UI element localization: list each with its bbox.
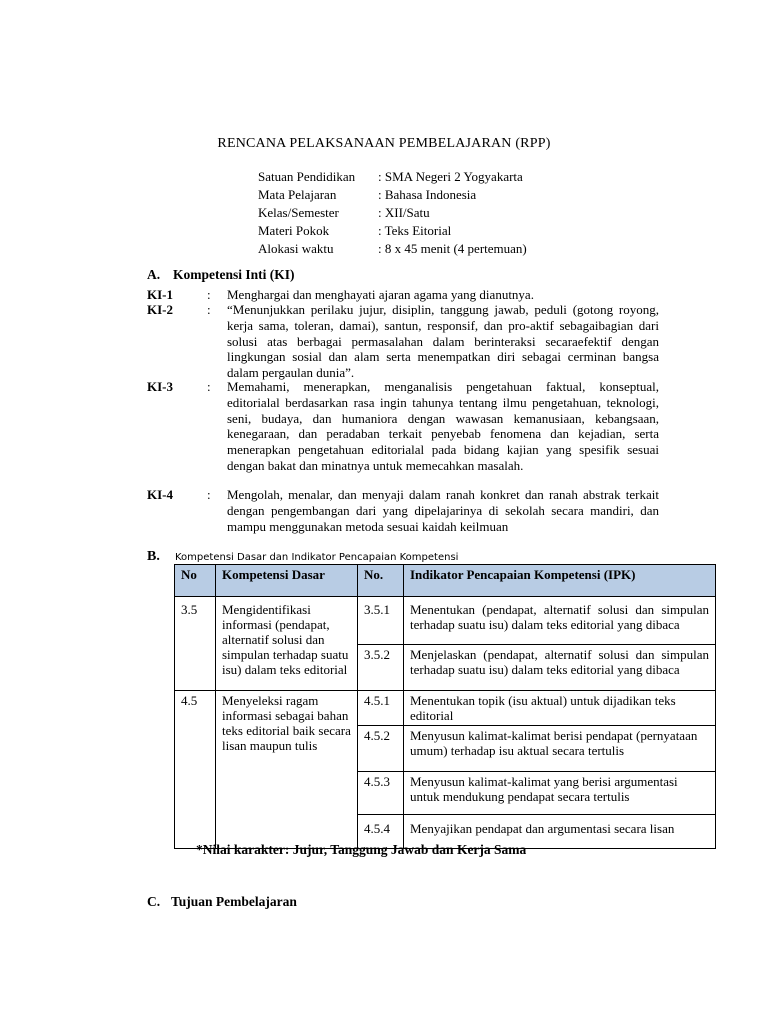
identity-block bbox=[258, 168, 527, 258]
header-kompetensi-dasar: Kompetensi Dasar bbox=[216, 565, 358, 597]
ki-colon: : bbox=[207, 379, 211, 394]
indicator-number: 4.5.1 bbox=[358, 691, 404, 726]
ki-item bbox=[147, 379, 659, 489]
info-label: Satuan Pendidikan bbox=[258, 169, 356, 184]
indicator-number: 4.5.4 bbox=[358, 815, 404, 849]
section-a-heading bbox=[147, 267, 295, 283]
section-title: Kompetensi Inti (KI) bbox=[173, 267, 295, 282]
indicator-text: Menentukan topik (isu aktual) untuk dijadikan teks editorial bbox=[404, 691, 716, 726]
section-title: Kompetensi Dasar dan Indikator Pencapaian Kompetensi bbox=[175, 552, 459, 563]
info-label: Kelas/Semester bbox=[258, 205, 339, 220]
table-header-row bbox=[175, 565, 716, 597]
section-number: B. bbox=[147, 549, 160, 564]
indicator-text: Menyajikan pendapat dan argumentasi secara lisan bbox=[404, 815, 716, 849]
table-row bbox=[175, 597, 716, 645]
info-row bbox=[258, 240, 527, 258]
indicator-text: Menyusun kalimat-kalimat berisi pendapat (pernyataan umum) terhadap isu aktual secara tertulis bbox=[404, 726, 716, 772]
section-number: A. bbox=[147, 267, 161, 282]
ki-item bbox=[147, 287, 659, 303]
info-value: : Teks Eitorial bbox=[378, 223, 452, 238]
section-number: C. bbox=[147, 894, 161, 909]
indicator-text: Menentukan (pendapat, alternatif solusi dan simpulan terhadap suatu isu) dalam teks editorial yang dibaca bbox=[404, 597, 716, 645]
ki-text: Menghargai dan menghayati ajaran agama yang dianutnya. bbox=[227, 287, 534, 302]
section-title: Tujuan Pembelajaran bbox=[171, 894, 297, 909]
ki-text: Mengolah, menalar, dan menyaji dalam ranah konkret dan ranah abstrak terkait dengan pengembangan dari yang dipelajarinya di sekolah secara mandiri, dan mampu menggunakan metoda sesuai kaidah keilmuan bbox=[227, 487, 659, 534]
info-row bbox=[258, 186, 527, 204]
ki-text: “Menunjukkan perilaku jujur, disiplin, tanggung jawab, peduli (gotong royong, kerja sama, toleran, damai), santun, responsif, dan pro-aktif sebagaibagian dari solusi atas berbagai permasalahan dalam berinteraksi secaraefektif dengan lingkungan sosial dan alam serta menempatkan diri sebagai cerminan bangsa dalam pergaulan dunia”. bbox=[227, 302, 659, 381]
info-value: : SMA Negeri 2 Yogyakarta bbox=[378, 169, 523, 184]
info-row bbox=[258, 222, 527, 240]
ki-colon: : bbox=[207, 487, 211, 502]
info-row bbox=[258, 204, 527, 222]
indicator-text: Menjelaskan (pendapat, alternatif solusi dan simpulan terhadap suatu isu) dalam teks editorial yang dibaca bbox=[404, 645, 716, 691]
info-label: Alokasi waktu bbox=[258, 241, 334, 256]
ki-code: KI-3 bbox=[147, 379, 173, 394]
header-indicator-no: No. bbox=[358, 565, 404, 597]
kd-text: Mengidentifikasi informasi (pendapat, alternatif solusi dan simpulan terhadap suatu isu) dalam teks editorial bbox=[216, 597, 358, 691]
ki-item bbox=[147, 302, 659, 382]
section-b-heading bbox=[147, 548, 458, 565]
info-row bbox=[258, 168, 527, 186]
ki-code: KI-1 bbox=[147, 287, 173, 302]
info-value: : Bahasa Indonesia bbox=[378, 187, 477, 202]
indicator-text: Menyusun kalimat-kalimat yang berisi argumentasi untuk mendukung pendapat secara tertulis bbox=[404, 772, 716, 815]
kd-number: 4.5 bbox=[175, 691, 216, 849]
indicator-number: 4.5.2 bbox=[358, 726, 404, 772]
ki-text: Memahami, menerapkan, menganalisis pengetahuan faktual, konseptual, editorialal berdasarkan rasa ingin tahunya tentang ilmu pengetahuan, teknologi, seni, budaya, dan humaniora dengan wawasan kemanusiaan, kebangsaan, kenegaraan, dan peradaban terkait penyebab fenomena dan kejadian, serta menerapkan pengetahuan editorialal pada bidang kajian yang spesifik sesuai dengan bakat dan minatnya untuk memecahkan masalah. bbox=[227, 379, 659, 473]
kd-number: 3.5 bbox=[175, 597, 216, 691]
ki-item bbox=[147, 487, 659, 535]
info-label: Mata Pelajaran bbox=[258, 187, 337, 202]
info-label: Materi Pokok bbox=[258, 223, 330, 238]
header-no: No bbox=[175, 565, 216, 597]
document-title: RENCANA PELAKSANAAN PEMBELAJARAN (RPP) bbox=[217, 136, 551, 151]
header-indicator: Indikator Pencapaian Kompetensi (IPK) bbox=[404, 565, 716, 597]
section-c-heading bbox=[147, 894, 297, 910]
kd-text: Menyeleksi ragam informasi sebagai bahan teks editorial baik secara lisan maupun tulis bbox=[216, 691, 358, 849]
competency-table bbox=[174, 564, 716, 849]
info-value: : XII/Satu bbox=[378, 205, 430, 220]
table-row bbox=[175, 691, 716, 726]
ki-code: KI-2 bbox=[147, 302, 173, 317]
ki-code: KI-4 bbox=[147, 487, 173, 502]
indicator-number: 3.5.1 bbox=[358, 597, 404, 645]
ki-colon: : bbox=[207, 302, 211, 317]
character-values-note: *Nilai karakter: Jujur, Tanggung Jawab dan Kerja Sama bbox=[196, 842, 527, 857]
indicator-number: 4.5.3 bbox=[358, 772, 404, 815]
ki-colon: : bbox=[207, 287, 211, 302]
info-value: : 8 x 45 menit (4 pertemuan) bbox=[378, 241, 527, 256]
indicator-number: 3.5.2 bbox=[358, 645, 404, 691]
